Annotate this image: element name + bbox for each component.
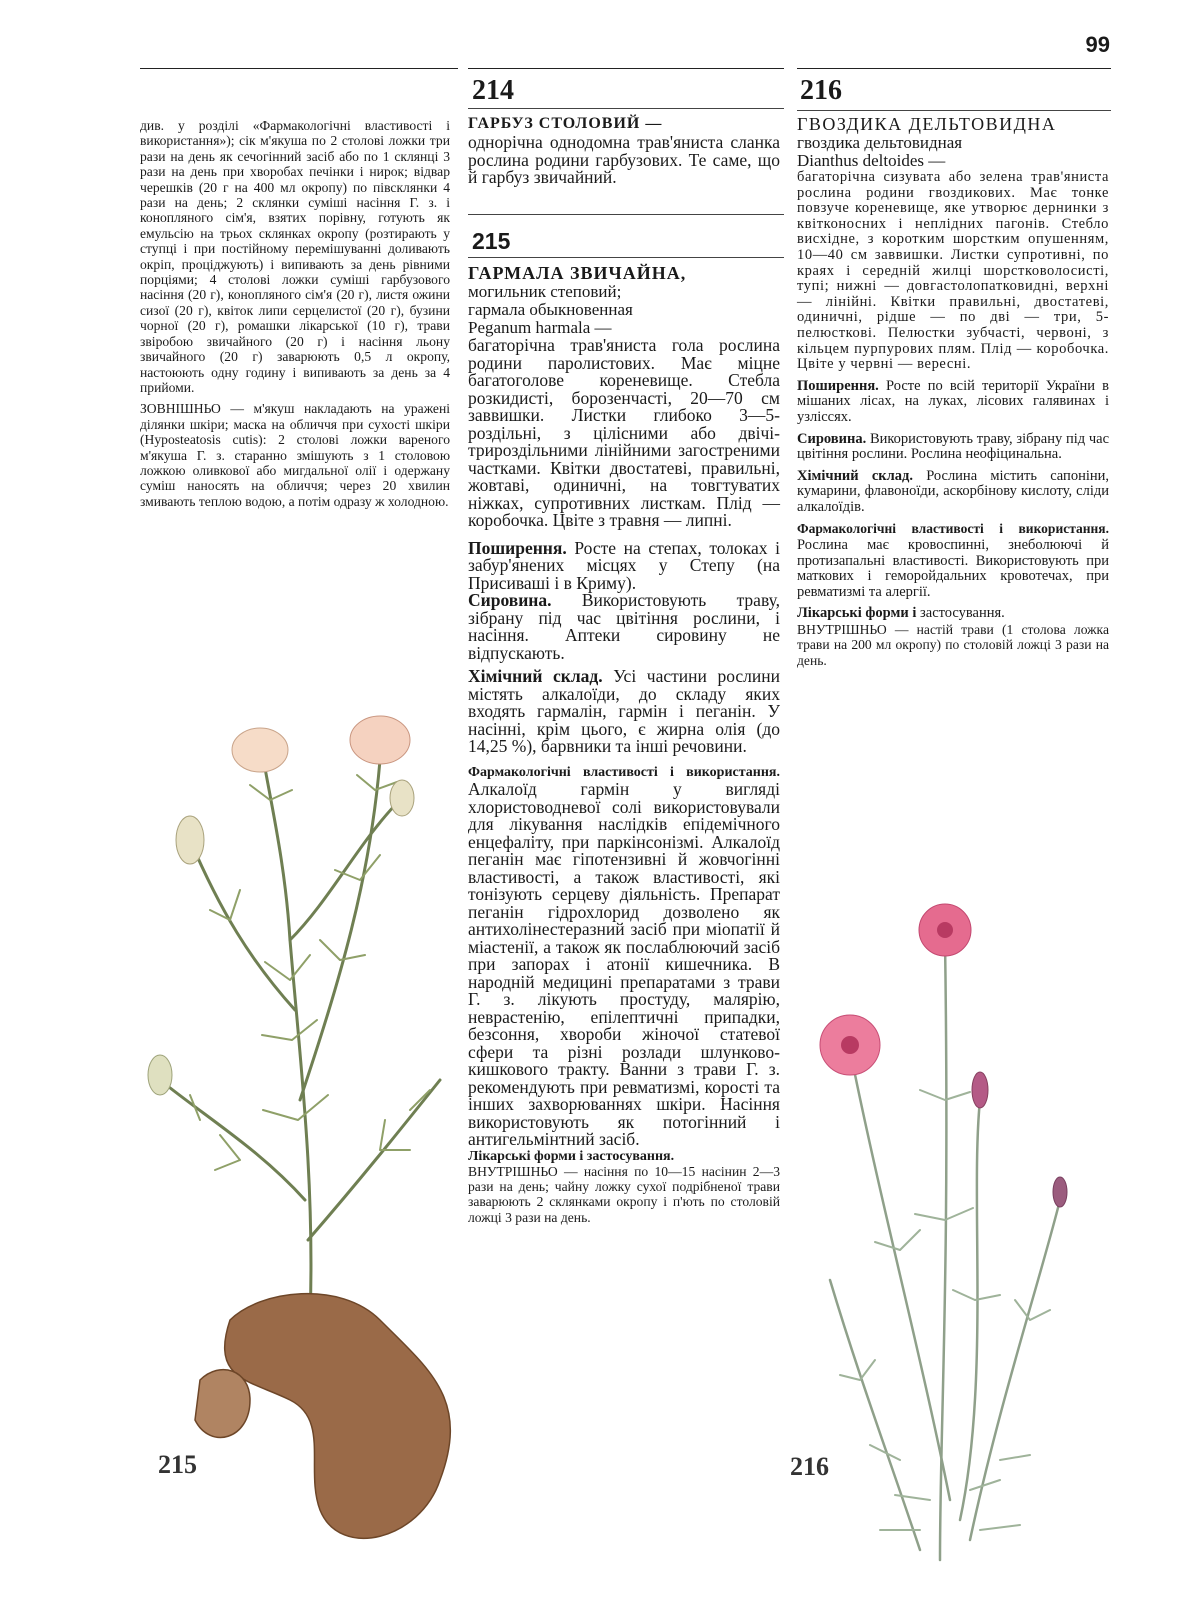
entry-215-alt-name-2: гармала обыкновенная: [468, 300, 633, 319]
entry-216-title: ГВОЗДИКА ДЕЛЬТОВИДНА: [797, 114, 1057, 134]
col1-paragraph-2: ЗОВНІШНЬО — м'якуш накладають на уражені ділянки шкіри; маска на обличчя при сухості шкіри (Hyposteatosis cutis): 2 столові ложки вареного м'якуша Г. з. старанно змішують з 1 столовою ложкою оливкової або мигдальної олії і одержану суміш наносять на обличчя; через 20 хвилин змивають теплою водою, а потім одразу ж холодною.: [140, 401, 450, 509]
peganum-illustration: [140, 680, 470, 1580]
entry-215: [468, 263, 780, 1225]
entry-216-chemistry: Хімічний склад. Рослина містить сапоніни, кумарини, флавоноїди, аскорбінову кислоту, сліди алкалоїдів.: [797, 467, 1109, 515]
entry-214-title: ГАРБУЗ СТОЛОВИЙ —: [468, 115, 663, 132]
entry-216: [797, 114, 1109, 668]
top-rule-col2: [468, 68, 784, 69]
entry-216-raw: Сировина. Використовують траву, зібрану під час цвітіння рослини. Рослина неофіцинальна.: [797, 430, 1110, 463]
top-rule-col1: [140, 68, 458, 69]
entry-216-forms-heading: Лікарські форми і застосування.: [797, 605, 1005, 622]
entry-number-214: 214: [472, 75, 514, 106]
entry-216-description: багаторічна сизувата або зелена трав'яниста рослина родини гвоздикових. Має тонке повзуче кореневище, яке утворює дернинки з квітконосних і неплідних пагонів. Стебло висхідне, з коротким шорстким опушенням, 10—40 см заввишки. Листки супротивні, по краях і середній жилці шорстковолосисті, тупі; нижні — довгастолопатковидні, верхні — лінійні. Квітки правильні, двостатеві, одиничні, рідше — по дві — три, 5-пелюсткові. Пелюстки зубчасті, червоні, з кільцем пурпурових плям. Плід — коробочка. Цвіте у червні — вересні.: [797, 169, 1109, 373]
entry-215-pharmacology: Фармакологічні властивості і використання. Алкалоїд гармін у вигляді хлористоводневої солі використовували для лікування наслідків епідемічного енцефаліту, при паркінсонізмі. Алкалоїд пеганін має гіпотензивні й жовчогінні властивості, а також властивості, які тонізують серцеву діяльність. Препарат пеганін гідрохлорид дозволено як антихолінестеразний засіб при міопатії й міастенії, а також як послаблюючий засіб при запорах і атонії кишечника. В народній медицині препаратами з трави Г. з. лікують простуду, малярію, неврастенію, епілептичні припадки, безсоння, хвороби жіночої статевої сфери та різні розлади шлунково-кишкового тракту. Ванни з трави Г. з. рекомендують при ревматизмі, корості та інших захворюваннях шкіри. Насіння використовують як потогінний і антигельмінтний засіб.: [468, 764, 780, 1149]
top-rule-col3: [797, 68, 1111, 69]
entry-215-title: ГАРМАЛА ЗВИЧАЙНА,: [468, 263, 687, 283]
entry-216-forms: ВНУТРІШНЬО — настій трави (1 столова ложка трави на 200 мл окропу) по столовій ложці 3 рази на день.: [797, 622, 1109, 668]
entry-215-description: багаторічна трав'яниста гола рослина родини паролистових. Має міцне багатоголове кореневище. Стебла розкидисті, борозенчасті, 20—70 см заввишки. Листки глибоко 3—5-роздільні, з цілісними або двічі-трироздільними лінійними загостреними частками. Квітки двостатеві, правильні, жовтаві, одиничні, на товгтуватих ніжках, супротивних листкам. Плід — коробочка. Цвіте з травня — липні.: [468, 335, 780, 530]
page-number: 99: [1085, 32, 1110, 57]
rule-215: [468, 257, 784, 258]
entry-216-pharmacology: Фармакологічні властивості і використання. Рослина має кровоспинні, знеболюючі й протизапальні властивості. Використовують при маткових і геморойдальних кровотечах, при ревматизмі та алергії.: [797, 521, 1109, 600]
dianthus-illustration: [800, 900, 1110, 1580]
entry-214: [468, 114, 780, 187]
column-1: [140, 118, 450, 509]
rule-214-end: [468, 214, 784, 215]
entry-215-raw: Сировина. Використовують траву, зібрану під час цвітіння рослини, і насіння. Аптеки сировину не відпускають.: [468, 590, 780, 663]
entry-215-spread: Поширення. Росте на степах, толоках і забур'янених місцях у Степу (на Присиваші і в Криму).: [468, 537, 781, 593]
col1-paragraph-1: див. у розділі «Фармакологічні властивості і використання»); сік м'якуша по 2 столові ложки три рази на день як сечогінний засіб або по 1 склянці 3 рази на день при хворобах печінки і нирок; відвар черешків (20 г на 400 мл окропу) по півсклянки 4 рази на день; 2 склянки суміші насіння Г. з. і конопляного сім'я, взятих порівну, готують як емульсію на трьох склянках окропу (розтирають у ступці і при постійному перемішуванні доливають окріп, проціджують) і випивають за день рівними порціями; 4 столові ложки суміші гарбузового насіння (20 г), конопляного сім'я (20 г), листя ожини сизої (20 г), квіток липи серцелистої (20 г), бузини чорної (20 г), ромашки лікарської (10 г), трави звіробою звичайного (20 г) і насіння льону звичайного (20 г) заварюють 0,5 л окропу, настоюють одну годину і випивають за день за 4 прийоми.: [140, 118, 450, 395]
rule-214: [468, 108, 784, 109]
entry-215-alt-name-1: могильник степовий;: [468, 282, 622, 301]
entry-216-spread: Поширення. Росте по всій території України в мішаних лісах, на луках, лісових галявинах і узліссях.: [797, 377, 1110, 425]
entry-216-alt-name: гвоздика дельтовидная: [797, 133, 963, 152]
figure-label-215: 215: [158, 1450, 197, 1479]
entry-number-215: 215: [472, 228, 511, 254]
figure-label-216: 216: [790, 1452, 829, 1481]
rule-216: [797, 110, 1111, 111]
entry-215-latin-name: Peganum harmala —: [468, 318, 612, 337]
entry-215-forms: ВНУТРІШНЬО — насіння по 10—15 насінин 2—3 рази на день; чайну ложку сухої подрібненої трави заварюють 2 склянками окропу і п'ють по столовій ложці 3 рази на день.: [468, 1163, 780, 1225]
entry-214-text: однорічна однодомна трав'яниста сланка рослина родини гарбузових. Те саме, що й гарбуз звичайний.: [468, 132, 780, 187]
entry-215-forms-heading: Лікарські форми і застосування.: [468, 1148, 675, 1164]
entry-number-216: 216: [800, 75, 842, 106]
entry-215-chemistry: Хімічний склад. Усі частини рослини містять алкалоїди, до складу яких входять гармалін, гармін і пеганін. У насінні, крім цього, є жирна олія (до 14,25 %), барвники та інші речовини.: [468, 666, 781, 756]
entry-216-latin-name: Dianthus deltoides —: [797, 151, 946, 170]
